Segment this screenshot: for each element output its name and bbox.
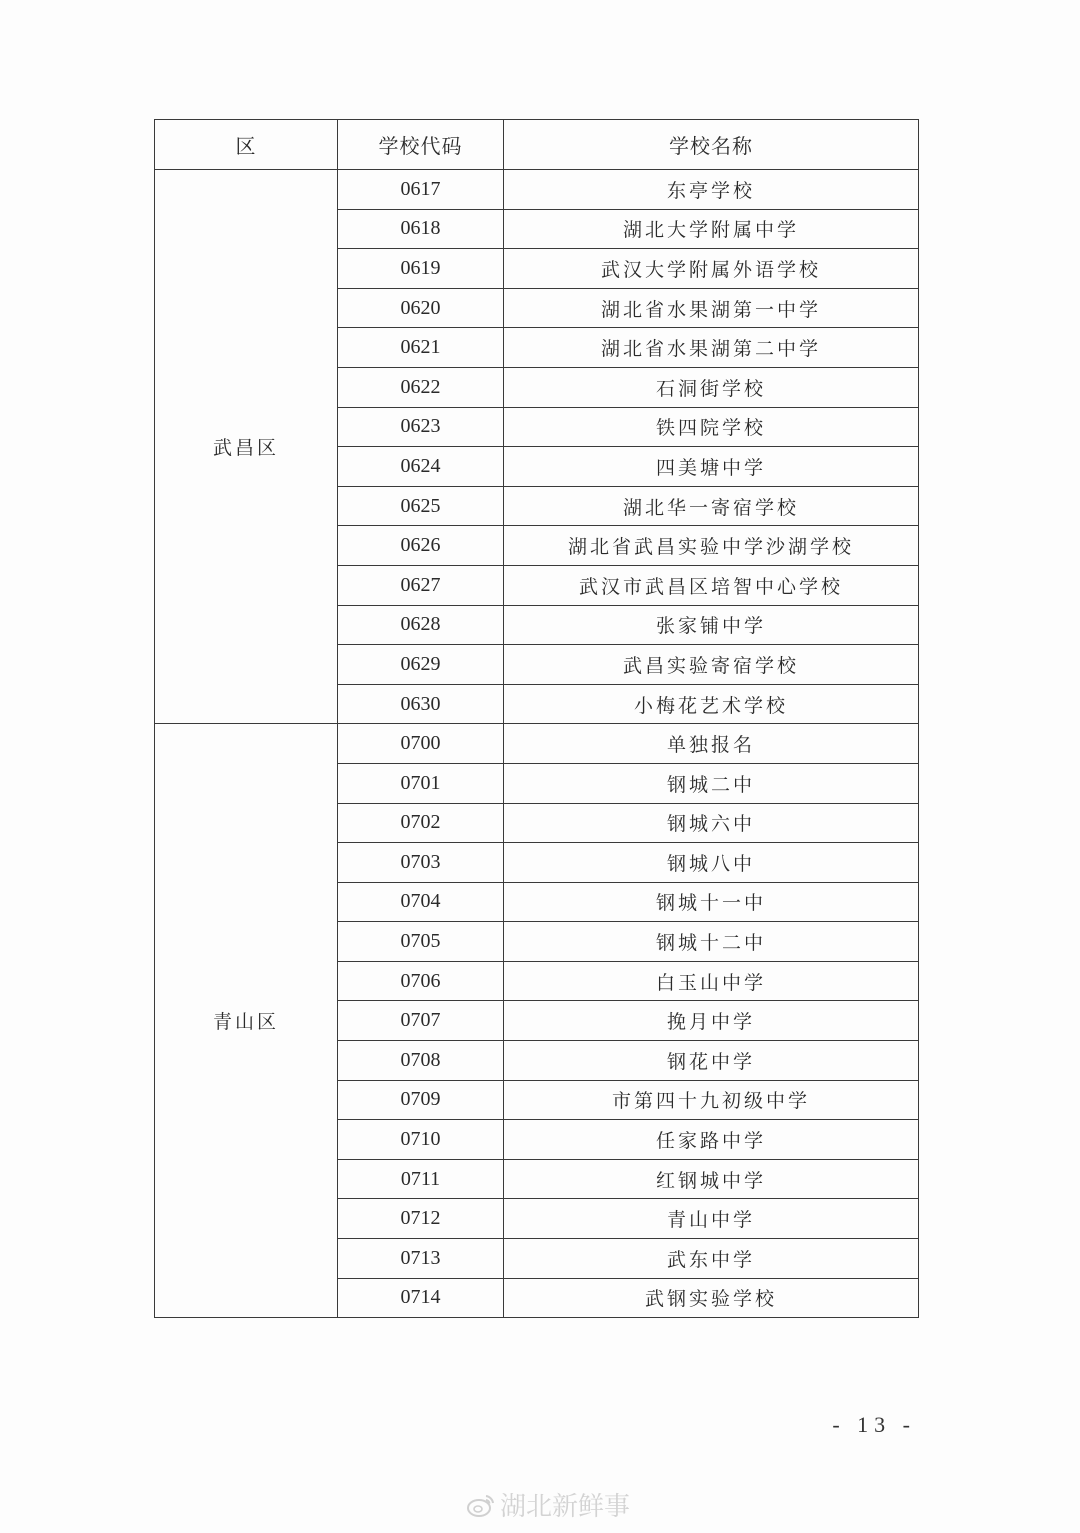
district-cell: 武昌区 <box>155 170 338 724</box>
school-name-cell: 湖北省武昌实验中学沙湖学校 <box>504 526 919 566</box>
school-name-cell: 武昌实验寄宿学校 <box>504 645 919 685</box>
watermark-text: 湖北新鲜事 <box>500 1492 631 1522</box>
school-name-cell: 市第四十九初级中学 <box>504 1080 919 1120</box>
header-name: 学校名称 <box>504 120 919 170</box>
school-code-cell: 0617 <box>338 170 504 210</box>
school-code-cell: 0707 <box>338 1001 504 1041</box>
school-code-cell: 0627 <box>338 565 504 605</box>
school-name-cell: 挽月中学 <box>504 1001 919 1041</box>
school-code-cell: 0626 <box>338 526 504 566</box>
school-name-cell: 湖北华一寄宿学校 <box>504 486 919 526</box>
school-name-cell: 四美塘中学 <box>504 447 919 487</box>
school-code-cell: 0708 <box>338 1041 504 1081</box>
school-name-cell: 单独报名 <box>504 724 919 764</box>
school-name-cell: 青山中学 <box>504 1199 919 1239</box>
school-name-cell: 白玉山中学 <box>504 961 919 1001</box>
school-name-cell: 钢城二中 <box>504 763 919 803</box>
school-name-cell: 钢城八中 <box>504 843 919 883</box>
school-code-cell: 0712 <box>338 1199 504 1239</box>
school-code-cell: 0701 <box>338 763 504 803</box>
school-name-cell: 小梅花艺术学校 <box>504 684 919 724</box>
weibo-icon <box>466 1492 496 1518</box>
school-code-cell: 0620 <box>338 288 504 328</box>
school-name-cell: 湖北大学附属中学 <box>504 209 919 249</box>
school-code-cell: 0704 <box>338 882 504 922</box>
school-code-cell: 0711 <box>338 1159 504 1199</box>
school-code-cell: 0629 <box>338 645 504 685</box>
table-body <box>155 170 919 1318</box>
school-code-cell: 0622 <box>338 367 504 407</box>
table-row <box>155 170 919 210</box>
school-name-cell: 钢城十一中 <box>504 882 919 922</box>
header-code: 学校代码 <box>338 120 504 170</box>
school-code-cell: 0702 <box>338 803 504 843</box>
header-district: 区 <box>155 120 338 170</box>
table-row <box>155 724 919 764</box>
school-code-cell: 0618 <box>338 209 504 249</box>
school-code-cell: 0705 <box>338 922 504 962</box>
school-name-cell: 武东中学 <box>504 1239 919 1279</box>
school-code-cell: 0628 <box>338 605 504 645</box>
school-code-table <box>154 119 919 1318</box>
school-name-cell: 湖北省水果湖第二中学 <box>504 328 919 368</box>
school-code-cell: 0619 <box>338 249 504 289</box>
school-name-cell: 钢城六中 <box>504 803 919 843</box>
page-number: - 13 - <box>832 1412 916 1437</box>
school-code-cell: 0700 <box>338 724 504 764</box>
school-code-cell: 0714 <box>338 1278 504 1318</box>
watermark <box>466 1486 630 1523</box>
school-name-cell: 武汉市武昌区培智中心学校 <box>504 565 919 605</box>
school-code-cell: 0630 <box>338 684 504 724</box>
school-name-cell: 石洞街学校 <box>504 367 919 407</box>
district-cell: 青山区 <box>155 724 338 1318</box>
school-code-cell: 0623 <box>338 407 504 447</box>
school-code-cell: 0625 <box>338 486 504 526</box>
school-code-cell: 0713 <box>338 1239 504 1279</box>
school-name-cell: 张家铺中学 <box>504 605 919 645</box>
school-name-cell: 武汉大学附属外语学校 <box>504 249 919 289</box>
school-name-cell: 湖北省水果湖第一中学 <box>504 288 919 328</box>
school-code-cell: 0621 <box>338 328 504 368</box>
school-name-cell: 钢花中学 <box>504 1041 919 1081</box>
school-name-cell: 铁四院学校 <box>504 407 919 447</box>
school-code-cell: 0706 <box>338 961 504 1001</box>
table-header-row <box>155 120 919 170</box>
school-name-cell: 武钢实验学校 <box>504 1278 919 1318</box>
school-name-cell: 东亭学校 <box>504 170 919 210</box>
school-name-cell: 任家路中学 <box>504 1120 919 1160</box>
school-code-cell: 0703 <box>338 843 504 883</box>
school-name-cell: 红钢城中学 <box>504 1159 919 1199</box>
school-name-cell: 钢城十二中 <box>504 922 919 962</box>
school-code-cell: 0709 <box>338 1080 504 1120</box>
school-code-cell: 0624 <box>338 447 504 487</box>
school-code-cell: 0710 <box>338 1120 504 1160</box>
